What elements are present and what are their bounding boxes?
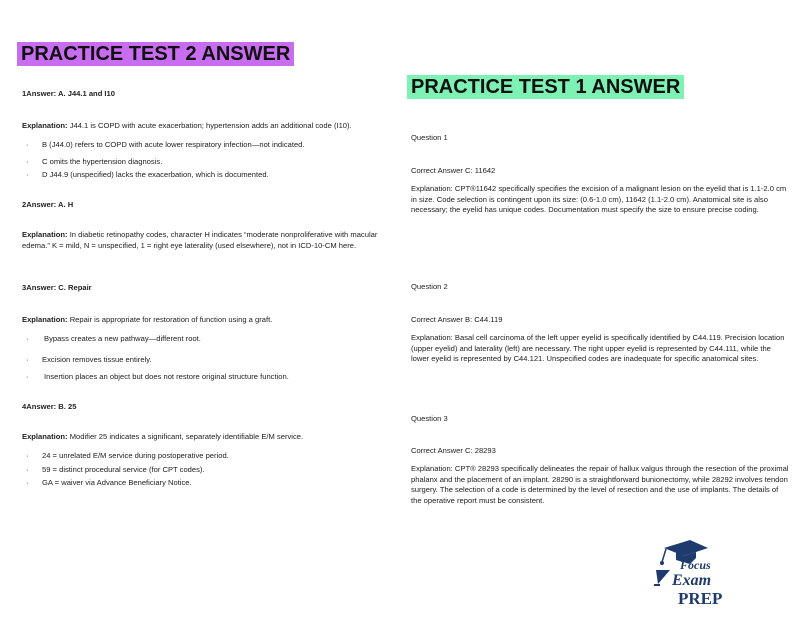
bullet: · xyxy=(26,451,29,460)
logo-line-3: PREP xyxy=(678,589,723,608)
q3-bullet-2: Excision removes tissue entirely. xyxy=(42,355,152,364)
bullet: · xyxy=(26,170,29,179)
practice-test-2-banner: PRACTICE TEST 2 ANSWER xyxy=(17,42,294,66)
q1-answer: 1Answer: A. J44.1 and I10 xyxy=(22,89,115,98)
q1-bullet-1: B (J44.0) refers to COPD with acute lower respiratory infection—not indicated. xyxy=(42,140,305,149)
bullet: · xyxy=(26,465,29,474)
graduation-cap-icon xyxy=(650,540,730,610)
q3-bullet-1: Bypass creates a new pathway—different root. xyxy=(44,334,201,343)
question-1-answer: Correct Answer C: 11642 xyxy=(411,166,496,175)
bullet: · xyxy=(26,157,29,166)
q1-explanation: Explanation: J44.1 is COPD with acute exacerbation; hypertension adds an additional code (I10). xyxy=(22,121,352,130)
focus-exam-prep-logo xyxy=(650,540,730,610)
logo-line-2: Exam xyxy=(672,572,712,589)
question-1-title: Question 1 xyxy=(411,133,448,142)
q4-bullet-3: GA = waiver via Advance Beneficiary Notice. xyxy=(42,478,192,487)
q4-bullet-2: 59 = distinct procedural service (for CPT codes). xyxy=(42,465,205,474)
question-2-explanation: Explanation: Basal cell carcinoma of the left upper eyelid is specifically identified by C44.119. Precision location (upper eyelid) and laterality (left) are necessary. The right upper eyelid is represented by C44.111, while the lower eyelid is represented by C44.121. Unspecified codes are inadequate for specific anatomical sites. xyxy=(411,333,785,364)
question-3-title: Question 3 xyxy=(411,414,448,423)
q2-answer: 2Answer: A. H xyxy=(22,200,74,209)
question-2-title: Question 2 xyxy=(411,282,448,291)
q4-answer: 4Answer: B. 25 xyxy=(22,402,77,411)
logo-line-1: Focus xyxy=(680,558,711,572)
bullet: · xyxy=(26,334,29,343)
bullet: · xyxy=(26,372,29,381)
question-2-answer: Correct Answer B: C44.119 xyxy=(411,315,503,324)
q4-bullet-1: 24 = unrelated E/M service during postoperative period. xyxy=(42,451,229,460)
q1-bullet-2: C omits the hypertension diagnosis. xyxy=(42,157,163,166)
q1-bullet-3: D J44.9 (unspecified) lacks the exacerbation, which is documented. xyxy=(42,170,269,179)
practice-test-1-banner: PRACTICE TEST 1 ANSWER xyxy=(407,75,684,99)
bullet: · xyxy=(26,140,29,149)
bullet: · xyxy=(26,478,29,487)
question-3-explanation: Explanation: CPT® 28293 specifically delineates the repair of hallux valgus through the resection of the proximal phalanx and the placement of an implant. 28290 is a straightforward bunionectomy, while 28292 involves tendon surgery. The selection of a code is determined by the level of resection and the use of implants. The details of the operative report must be consistent. xyxy=(411,464,789,505)
q3-bullet-3: Insertion places an object but does not restore original structure function. xyxy=(44,372,289,381)
question-1-explanation: Explanation: CPT®11642 specifically specifies the excision of a malignant lesion on the eyelid that is 1.1-2.0 cm in size. Code selection is contingent upon its size: (0.6-1.0 cm), 11642 (1.1-2.0 cm). Anatomical site is also necessary; the eyelid has unique codes. Documentation must specify the size to ensure precise coding. xyxy=(411,184,787,215)
question-3-answer: Correct Answer C: 28293 xyxy=(411,446,496,455)
bullet: · xyxy=(26,355,29,364)
q4-explanation: Explanation: Modifier 25 indicates a significant, separately identifiable E/M service. xyxy=(22,432,304,441)
q2-explanation: Explanation: In diabetic retinopathy codes, character H indicates “moderate nonproliferative with macular edema.” K = mild, N = unspecified, 1 = right eye laterality (used elsewhere), not in ICD-10-CM here. xyxy=(22,230,378,250)
q3-explanation: Explanation: Repair is appropriate for restoration of function using a graft. xyxy=(22,315,273,324)
q3-answer: 3Answer: C. Repair xyxy=(22,283,92,292)
